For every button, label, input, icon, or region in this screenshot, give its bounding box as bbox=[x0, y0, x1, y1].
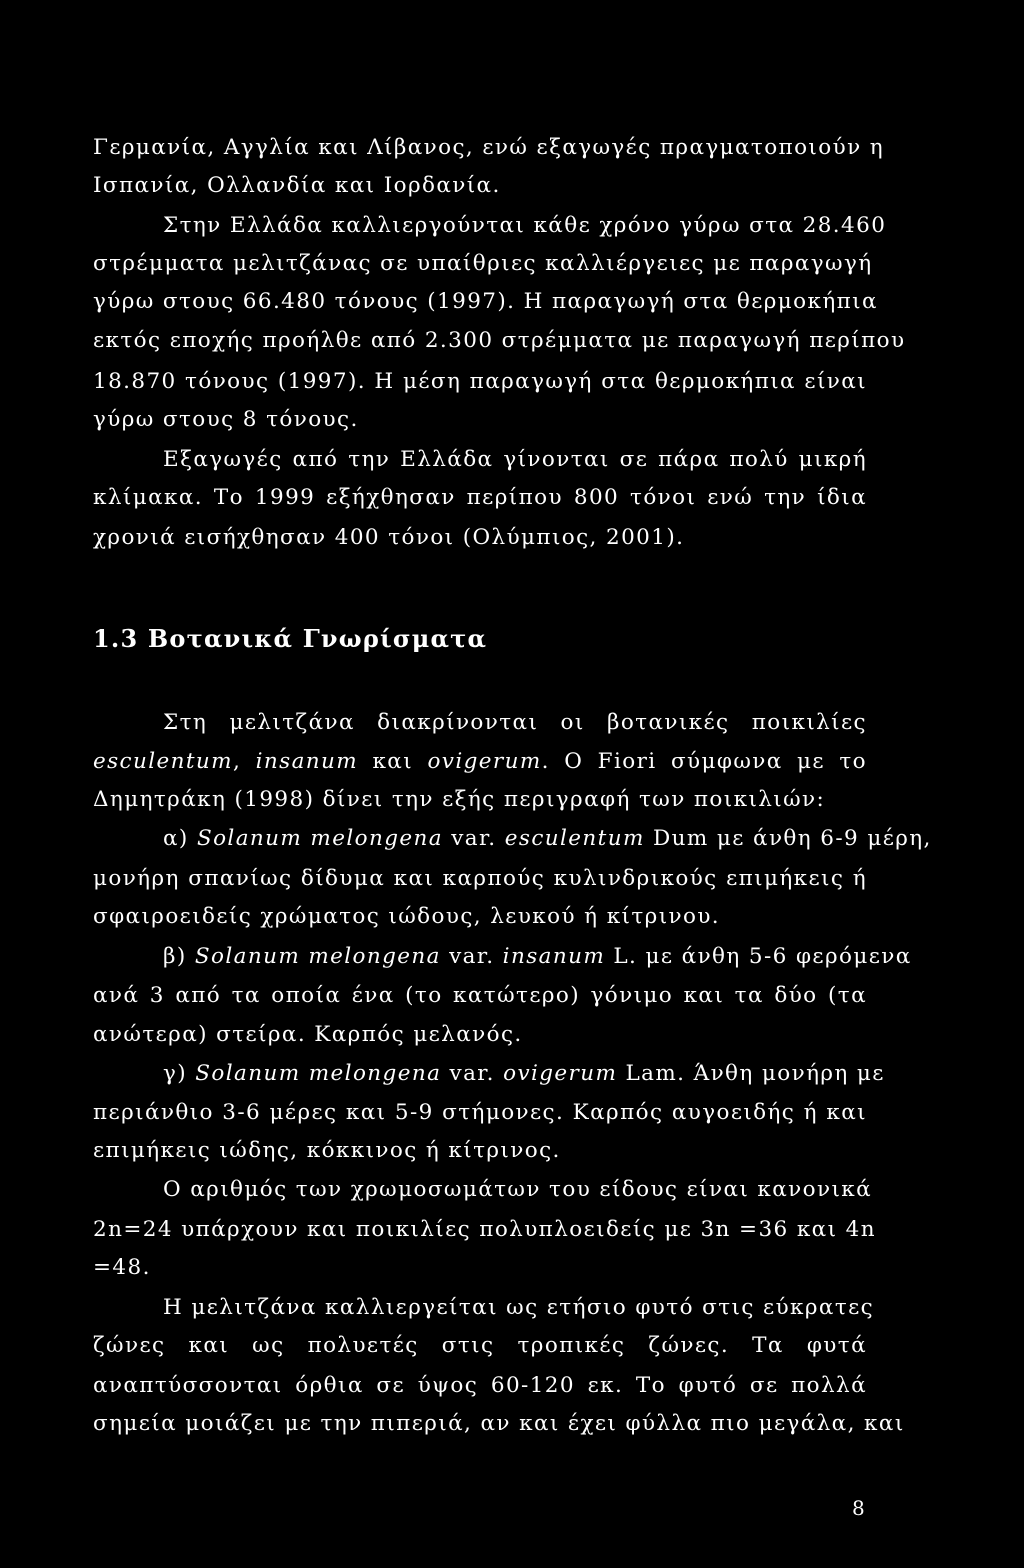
text-column bbox=[93, 0, 932, 1568]
paragraph-line: μονήρη σπανίως δίδυμα και καρπούς κυλινδρικούς επιμήκεις ή bbox=[93, 866, 867, 891]
paragraph-line: αναπτύσσονται όρθια σε ύψος 60-120 εκ. Το φυτό σε πολλά bbox=[93, 1373, 867, 1398]
text-fragment: L. με άνθη 5-6 φερόμενα bbox=[605, 944, 912, 969]
species-name: Solanum melongena bbox=[195, 1061, 442, 1086]
text-fragment: var. bbox=[442, 826, 505, 851]
list-item bbox=[163, 820, 932, 858]
paragraph-line: κλίμακα. Το 1999 εξήχθησαν περίπου 800 τόνοι ενώ την ίδια bbox=[93, 485, 867, 510]
item-marker: α) bbox=[163, 826, 197, 851]
paragraph-line: Ο αριθμός των χρωμοσωμάτων του είδους είναι κανονικά bbox=[163, 1177, 873, 1202]
text-fragment: και bbox=[358, 749, 428, 774]
paragraph-line: χρονιά εισήχθησαν 400 τόνοι (Ολύμπιος, 2001). bbox=[93, 525, 685, 550]
section-heading: 1.3 Βοτανικά Γνωρίσματα bbox=[93, 624, 488, 653]
text-fragment: var. bbox=[441, 1061, 504, 1086]
text-fragment: . Ο Fiori σύμφωνα με το bbox=[541, 749, 867, 774]
variety-name: esculentum bbox=[504, 826, 645, 851]
paragraph-line: περιάνθιο 3-6 μέρες και 5-9 στήμονες. Καρπός αυγοειδής ή και bbox=[93, 1100, 867, 1125]
paragraph-line: =48. bbox=[93, 1255, 151, 1280]
paragraph-line: 2n=24 υπάρχουν και ποικιλίες πολυπλοειδείς με 3n =36 και 4n bbox=[93, 1217, 876, 1242]
list-item bbox=[163, 938, 912, 976]
paragraph-line: εκτός εποχής προήλθε από 2.300 στρέμματα με παραγωγή περίπου bbox=[93, 328, 906, 353]
paragraph-line: ζώνες και ως πολυετές στις τροπικές ζώνες. Τα φυτά bbox=[93, 1333, 867, 1358]
paragraph-line: Στη μελιτζάνα διακρίνονται οι βοτανικές ποικιλίες bbox=[163, 710, 867, 735]
paragraph-line: Ισπανία, Ολλανδία και Ιορδανία. bbox=[93, 173, 501, 198]
item-marker: γ) bbox=[163, 1061, 196, 1086]
paragraph-line: σφαιροειδείς χρώματος ιώδους, λευκού ή κίτρινου. bbox=[93, 904, 721, 929]
paragraph-line bbox=[93, 743, 867, 781]
paragraph-line: Γερμανία, Αγγλία και Λίβανος, ενώ εξαγωγές πραγματοποιούν η bbox=[93, 135, 885, 160]
species-name: Solanum melongena bbox=[196, 826, 443, 851]
text-fragment: Lam. Άνθη μονήρη με bbox=[617, 1061, 885, 1086]
paragraph-line: 18.870 τόνους (1997). Η μέση παραγωγή στα θερμοκήπια είναι bbox=[93, 369, 867, 394]
page-number: 8 bbox=[852, 1496, 865, 1520]
item-marker: β) bbox=[163, 944, 195, 969]
species-name: Solanum melongena bbox=[194, 944, 441, 969]
paragraph-line: γύρω στους 66.480 τόνους (1997). Η παραγωγή στα θερμοκήπια bbox=[93, 289, 878, 314]
variety-name: esculentum bbox=[93, 749, 233, 774]
paragraph-line: σημεία μοιάζει με την πιπεριά, αν και έχει φύλλα πιο μεγάλα, και bbox=[93, 1411, 905, 1436]
variety-name: ovigerum bbox=[427, 749, 542, 774]
paragraph-line: ανά 3 από τα οποία ένα (το κατώτερο) γόνιμο και τα δύο (τα bbox=[93, 983, 867, 1008]
text-fragment: Dum με άνθη 6-9 μέρη, bbox=[644, 826, 932, 851]
paragraph-line: επιμήκεις ιώδης, κόκκινος ή κίτρινος. bbox=[93, 1138, 561, 1163]
text-fragment: , bbox=[232, 749, 256, 774]
list-item bbox=[163, 1055, 885, 1093]
paragraph-line: ανώτερα) στείρα. Καρπός μελανός. bbox=[93, 1022, 523, 1047]
paragraph-line: Εξαγωγές από την Ελλάδα γίνονται σε πάρα πολύ μικρή bbox=[163, 447, 867, 472]
variety-name: insanum bbox=[502, 944, 606, 969]
paragraph-line: Η μελιτζάνα καλλιεργείται ως ετήσιο φυτό στις εύκρατες bbox=[163, 1295, 875, 1320]
paragraph-line: Δημητράκη (1998) δίνει την εξής περιγραφή των ποικιλιών: bbox=[93, 787, 826, 812]
paragraph-line: γύρω στους 8 τόνους. bbox=[93, 407, 359, 432]
paragraph-line: Στην Ελλάδα καλλιεργούνται κάθε χρόνο γύρω στα 28.460 bbox=[163, 213, 887, 238]
text-fragment: var. bbox=[440, 944, 503, 969]
variety-name: ovigerum bbox=[503, 1061, 618, 1086]
variety-name: insanum bbox=[255, 749, 359, 774]
paragraph-line: στρέμματα μελιτζάνας σε υπαίθριες καλλιέργειες με παραγωγή bbox=[93, 251, 873, 276]
